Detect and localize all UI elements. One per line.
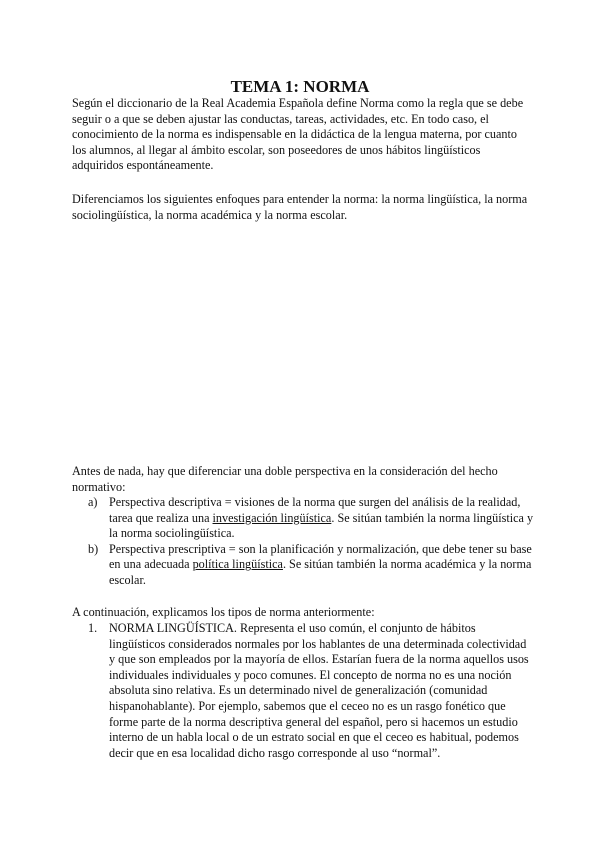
list-item-text: Perspectiva descriptiva = visiones de la norma que surgen del análisis de la realidad, tarea que realiza una bbox=[109, 495, 521, 525]
intro-paragraph: Según el diccionario de la Real Academia Española define Norma como la regla que se debe seguir o a que se deben ajustar las conductas, tareas, actividades, etc. En todo caso, el conocimiento de la norma es indispensable en la didáctica de la lengua materna, por cuanto los alumnos, al llegar al ámbito escolar, son poseedores de unos hábitos lingüísticos adquiridos espontáneamente. bbox=[72, 96, 524, 173]
list-item-text: . Se sitúan también la norma lingüística y la norma sociolingüística. bbox=[109, 510, 534, 541]
politica-linguistica-link[interactable]: política lingüística bbox=[192, 557, 283, 572]
perspectives-list bbox=[88, 495, 534, 589]
list-item-norma-linguistica bbox=[88, 621, 534, 761]
types-intro-paragraph: A continuación, explicamos los tipos de norma anteriormente: bbox=[72, 605, 375, 619]
investigacion-linguistica-link[interactable]: investigación lingüística bbox=[212, 510, 332, 525]
list-item-perspective-prescriptive bbox=[88, 542, 534, 589]
list-marker: a) bbox=[88, 495, 98, 509]
approaches-paragraph: Diferenciamos los siguientes enfoques para entender la norma: la norma lingüística, la norma sociolingüística, la norma académica y la norma escolar. bbox=[72, 192, 528, 222]
list-item-text: NORMA LINGÜÍSTICA. Representa el uso común, el conjunto de hábitos lingüísticos considerados normales por los hablantes de una determinada colectividad y que son empleados por la mayoría de ellos. Estarían fuera de la norma aquellos usos individuales individuales y poco comunes. El concepto de norma no es una noción absoluta sino relativa. Es un determinado nivel de generalización (comunidad hispanohablante). Por ejemplo, sabemos que el ceceo no es un rasgo fonético que forme parte de la norma descriptiva general del español, pero si hacemos un estudio interno de un habla local o de un estrato social en que el ceceo es habitual, podemos decir que en esa localidad dicho rasgo corresponde al uso “normal”. bbox=[109, 621, 529, 760]
list-item-perspective-descriptive bbox=[88, 495, 534, 542]
list-marker: b) bbox=[88, 541, 99, 556]
perspectives-intro-paragraph: Antes de nada, hay que diferenciar una doble perspectiva en la consideración del hecho normativo: bbox=[72, 464, 498, 494]
page-title: TEMA 1: NORMA bbox=[230, 77, 370, 96]
types-list bbox=[88, 621, 534, 761]
list-marker: 1. bbox=[88, 621, 98, 635]
list-item-text: . Se sitúan también la norma académica y la norma escolar. bbox=[109, 557, 532, 587]
list-item-text: Perspectiva prescriptiva = son la planificación y normalización, que debe tener su base en una adecuada bbox=[109, 541, 532, 572]
